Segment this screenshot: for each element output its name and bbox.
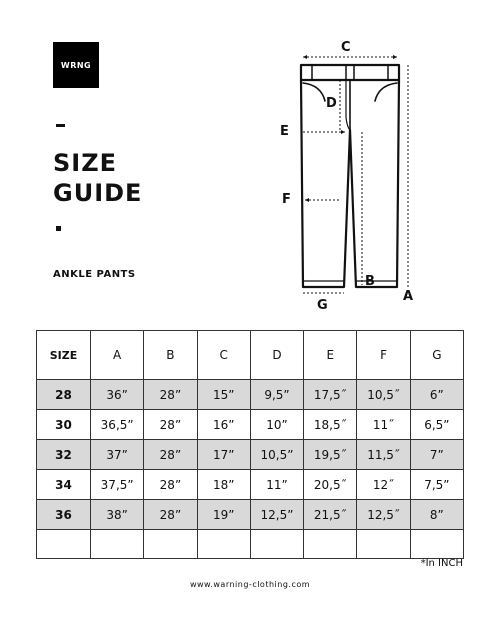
table-cell: 37” — [91, 440, 144, 470]
table-cell: 16” — [197, 410, 250, 440]
table-cell: 7,5” — [410, 470, 463, 500]
pants-diagram-icon — [275, 35, 425, 320]
label-g: G — [317, 298, 328, 313]
table-cell: 21,5˝ — [304, 500, 357, 530]
label-b: B — [365, 274, 375, 289]
table-cell: 38” — [91, 500, 144, 530]
table-row — [37, 380, 464, 410]
table-cell: 28” — [144, 410, 197, 440]
table-cell: 11˝ — [357, 410, 410, 440]
decorative-dash — [56, 124, 65, 127]
label-f: F — [282, 192, 291, 207]
table-cell: 30 — [37, 410, 91, 440]
table-cell: 10,5˝ — [357, 380, 410, 410]
column-header: E — [304, 331, 357, 380]
table-cell: 6,5” — [410, 410, 463, 440]
table-cell-empty — [91, 530, 144, 559]
table-cell: 37,5” — [91, 470, 144, 500]
table-cell-empty — [197, 530, 250, 559]
label-a: A — [403, 289, 414, 304]
label-c: C — [341, 40, 351, 55]
table-cell: 12,5˝ — [357, 500, 410, 530]
table-cell: 32 — [37, 440, 91, 470]
table-row-empty — [37, 530, 464, 559]
table-cell: 36 — [37, 500, 91, 530]
brand-logo — [53, 42, 99, 88]
table-cell: 36” — [91, 380, 144, 410]
table-cell-empty — [250, 530, 303, 559]
table-cell: 17” — [197, 440, 250, 470]
column-header: SIZE — [37, 331, 91, 380]
table-cell: 9,5” — [250, 380, 303, 410]
size-table — [36, 330, 464, 559]
table-cell-empty — [144, 530, 197, 559]
page-title — [53, 148, 142, 208]
table-cell: 11” — [250, 470, 303, 500]
title-line-1: SIZE — [53, 149, 118, 177]
table-row — [37, 500, 464, 530]
table-cell: 20,5˝ — [304, 470, 357, 500]
table-cell: 12,5” — [250, 500, 303, 530]
column-header: A — [91, 331, 144, 380]
table-header-row — [37, 331, 464, 380]
table-cell: 19,5˝ — [304, 440, 357, 470]
table-cell: 12˝ — [357, 470, 410, 500]
table-row — [37, 440, 464, 470]
table-cell-empty — [37, 530, 91, 559]
table-cell: 28” — [144, 470, 197, 500]
table-cell: 19” — [197, 500, 250, 530]
decorative-dot — [56, 226, 61, 231]
footer-url[interactable]: www.warning-clothing.com — [189, 580, 311, 589]
table-cell: 18” — [197, 470, 250, 500]
table-row — [37, 410, 464, 440]
title-line-2: GUIDE — [53, 179, 143, 207]
table-row — [37, 470, 464, 500]
table-cell: 18,5˝ — [304, 410, 357, 440]
table-cell: 8” — [410, 500, 463, 530]
table-cell: 36,5” — [91, 410, 144, 440]
column-header: G — [410, 331, 463, 380]
table-cell: 15” — [197, 380, 250, 410]
column-header: B — [144, 331, 197, 380]
label-e: E — [280, 124, 289, 139]
table-cell: 7” — [410, 440, 463, 470]
table-cell: 28” — [144, 380, 197, 410]
table-cell: 10” — [250, 410, 303, 440]
table-cell: 28 — [37, 380, 91, 410]
table-cell: 28” — [144, 500, 197, 530]
table-cell: 11,5˝ — [357, 440, 410, 470]
table-cell-empty — [304, 530, 357, 559]
table-cell: 28” — [144, 440, 197, 470]
table-cell: 10,5” — [250, 440, 303, 470]
product-subtitle: ANKLE PANTS — [53, 269, 136, 280]
column-header: F — [357, 331, 410, 380]
table-cell-empty — [357, 530, 410, 559]
column-header: D — [250, 331, 303, 380]
unit-note: *In INCH — [420, 558, 463, 569]
table-cell: 17,5˝ — [304, 380, 357, 410]
column-header: C — [197, 331, 250, 380]
label-d: D — [326, 96, 337, 111]
table-cell: 6” — [410, 380, 463, 410]
table-cell: 34 — [37, 470, 91, 500]
logo-text: WRNG — [60, 60, 92, 70]
table-cell-empty — [410, 530, 463, 559]
